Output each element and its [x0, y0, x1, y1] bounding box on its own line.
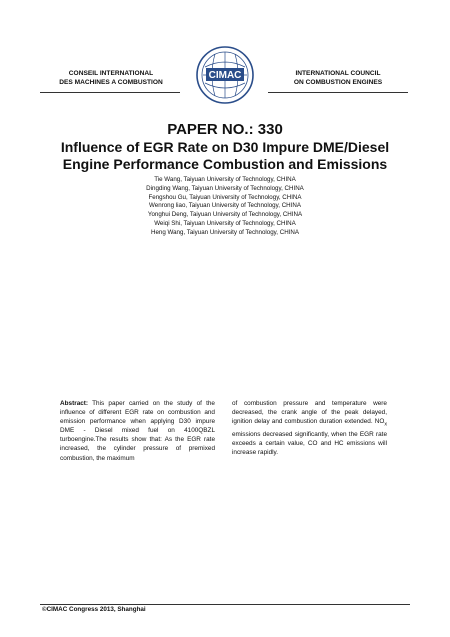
author-entry: Weiqi Shi, Taiyuan University of Technology, CHINA: [154, 219, 296, 227]
paper-title-line1: Influence of EGR Rate on D30 Impure DME/Diesel: [60, 139, 390, 155]
author-entry: Fengshou Gu, Taiyuan University of Technology, CHINA: [148, 193, 302, 201]
abstract-left-column: [60, 399, 215, 463]
author-entry: Yonghui Deng, Taiyuan University of Technology, CHINA: [147, 211, 303, 219]
header-organization-french: [51, 69, 171, 87]
footer-rule: [40, 604, 410, 605]
abstract-right-column: [232, 399, 387, 457]
header-right-line1: INTERNATIONAL COUNCIL: [295, 70, 381, 77]
abstract-text-right-b: emissions decreased significantly, when the EGR rate exceeds a certain value, CO and HC emissions will increase rapidly.: [232, 430, 387, 456]
header-right-rule: [268, 92, 408, 93]
abstract-text-left: This paper carried on the study of the influence of different EGR rate on combustion and emission performance when applying D30 impure DME - Diesel mixed fuel on 4100QBZL turboengine.The results show that: As the EGR rate increased, the cylinder pressure of premixed combustion, the maximum: [60, 400, 215, 462]
author-entry: Heng Wang, Taiyuan University of Technology, CHINA: [151, 228, 299, 236]
abstract-text-right-a: of combustion pressure and temperature were decreased, the crank angle of the peak delayed, ignition delay and combustion duration extended. NO: [232, 400, 387, 426]
cimac-logo: [195, 43, 255, 107]
logo-text: CIMAC: [208, 70, 242, 82]
author-entry: Dingding Wang, Taiyuan University of Technology, CHINA: [146, 184, 304, 192]
author-entry: Tie Wang, Taiyuan University of Technology, CHINA: [154, 176, 296, 183]
paper-number: PAPER NO.: 330: [167, 121, 283, 138]
author-entry: Wenrong liao, Taiyuan University of Technology, CHINA: [149, 202, 301, 210]
paper-title-line2: Engine Performance Combustion and Emissions: [62, 155, 388, 172]
header-right-line2: ON COMBUSTION ENGINES: [293, 79, 383, 87]
footer-copyright: ©CIMAC Congress 2013, Shanghai: [42, 606, 146, 613]
header-organization-english: [278, 69, 398, 87]
author-list: [0, 176, 450, 238]
header-left-line2: DES MACHINES A COMBUSTION: [59, 79, 163, 87]
header-left-line1: CONSEIL INTERNATIONAL: [68, 70, 154, 77]
header-left-rule: [40, 92, 180, 93]
nox-subscript: x: [384, 421, 387, 428]
paper-title: [30, 139, 420, 172]
abstract-label: Abstract:: [60, 400, 89, 407]
